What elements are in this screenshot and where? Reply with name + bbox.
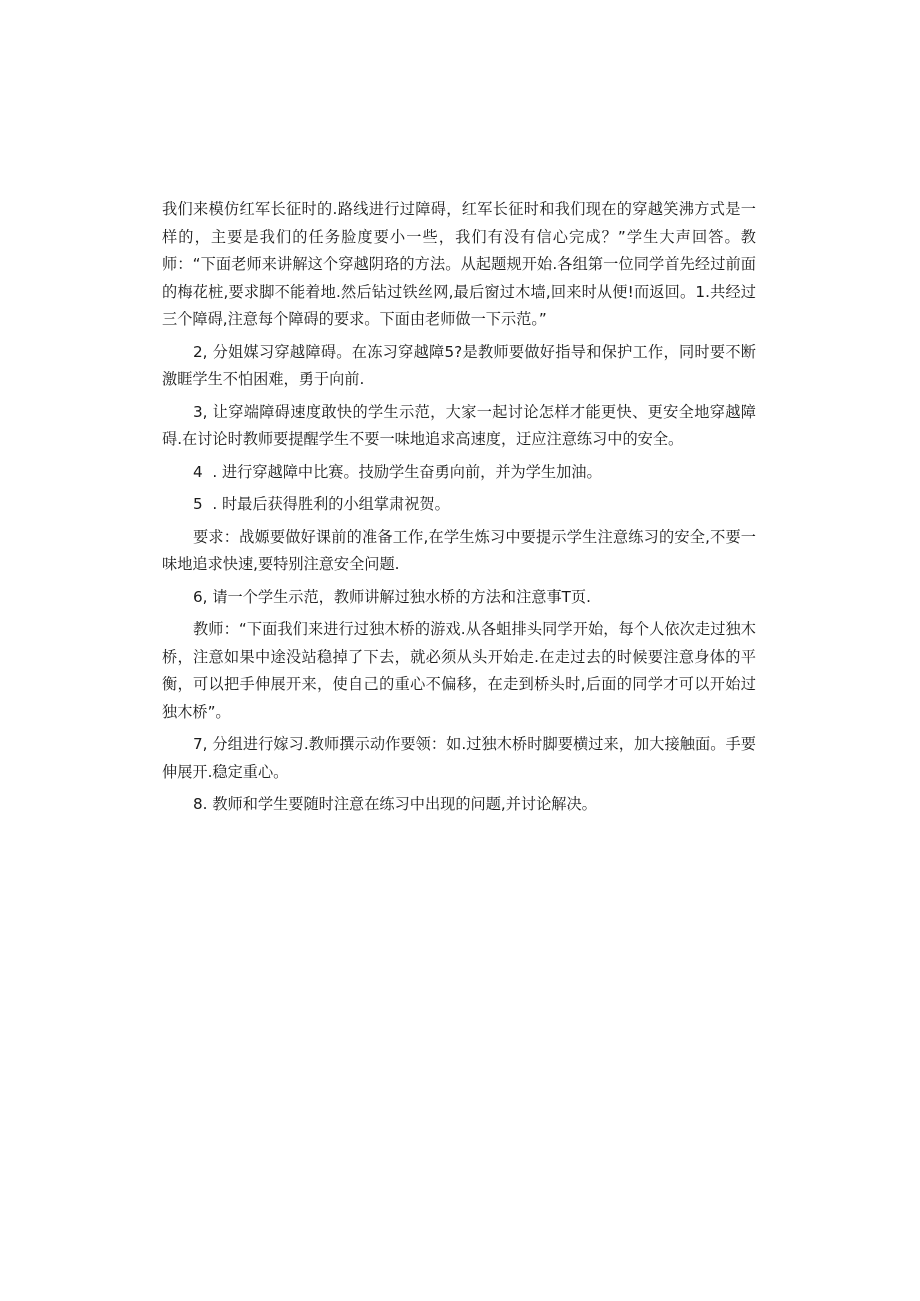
document-body bbox=[162, 196, 756, 819]
paragraph-1: 我们来模仿红军长征时的.路线进行过障碍，红军长征时和我们现在的穿越笑沸方式是一样的，主要是我们的任务脸度要小一些，我们有没有信心完成？”学生大声回答。教师：“下面老师来讲解这个穿越阴珞的方法。从起题规开始.各组第一位同学首先经过前面的梅花桩,要求脚不能着地.然后钻过铁丝网,最后窗过木墙,回来时从便!而返回。1.共经过三个障碍,注意每个障碍的要求。下面由老师做一下示范。” bbox=[162, 200, 756, 328]
paragraph-4: 4 . 进行穿越障中比赛。技励学生奋勇向前，并为学生加油。 bbox=[193, 462, 602, 481]
paragraph-5: 5 . 时最后获得胜利的小组掌肃祝贺。 bbox=[193, 495, 450, 513]
paragraph-2: 2, 分姐媒习穿越障碍。在冻习穿越障5?是教师要做好指导和保护工作，同时要不断激睚学生不怕困难，勇于向前. bbox=[162, 342, 756, 388]
paragraph-7: 7, 分组进行嫁习.教师撰示动作要领：如.过独木桥时脚要横过来，加大接触面。手要伸展开.稳定重心。 bbox=[162, 735, 756, 781]
paragraph-requirements: 要求：战嫄要做好课前的准备工作,在学生炼习中要提示学生注意练习的安全,不要一味地追求快速,要特别注意安全问题. bbox=[162, 527, 756, 573]
paragraph-teacher: 教师：“下面我们来进行过独木桥的游戏.从各蛆排头同学开始，每个人依次走过独木桥，注意如果中途没站稳掉了下去，就必须从头开始走.在走过去的时候要注意身体的平衡，可以把手伸展开来，使自己的重心不偏移，在走到桥头时,后面的同学才可以开始过独木桥”。 bbox=[162, 620, 756, 721]
paragraph-8: 8. 教师和学生要随时注意在练习中出现的问题,并讨论解决。 bbox=[193, 795, 597, 813]
paragraph-3: 3, 让穿端障碍速度敢快的学生示范，大家一起讨论怎样才能更快、更安全地穿越障碍.在讨论时教师要提醒学生不要一味地追求高速度，迂应注意练习中的安全。 bbox=[162, 402, 756, 448]
paragraph-6: 6, 请一个学生示范，教师讲解过独水桥的方法和注意事T页. bbox=[193, 587, 591, 606]
